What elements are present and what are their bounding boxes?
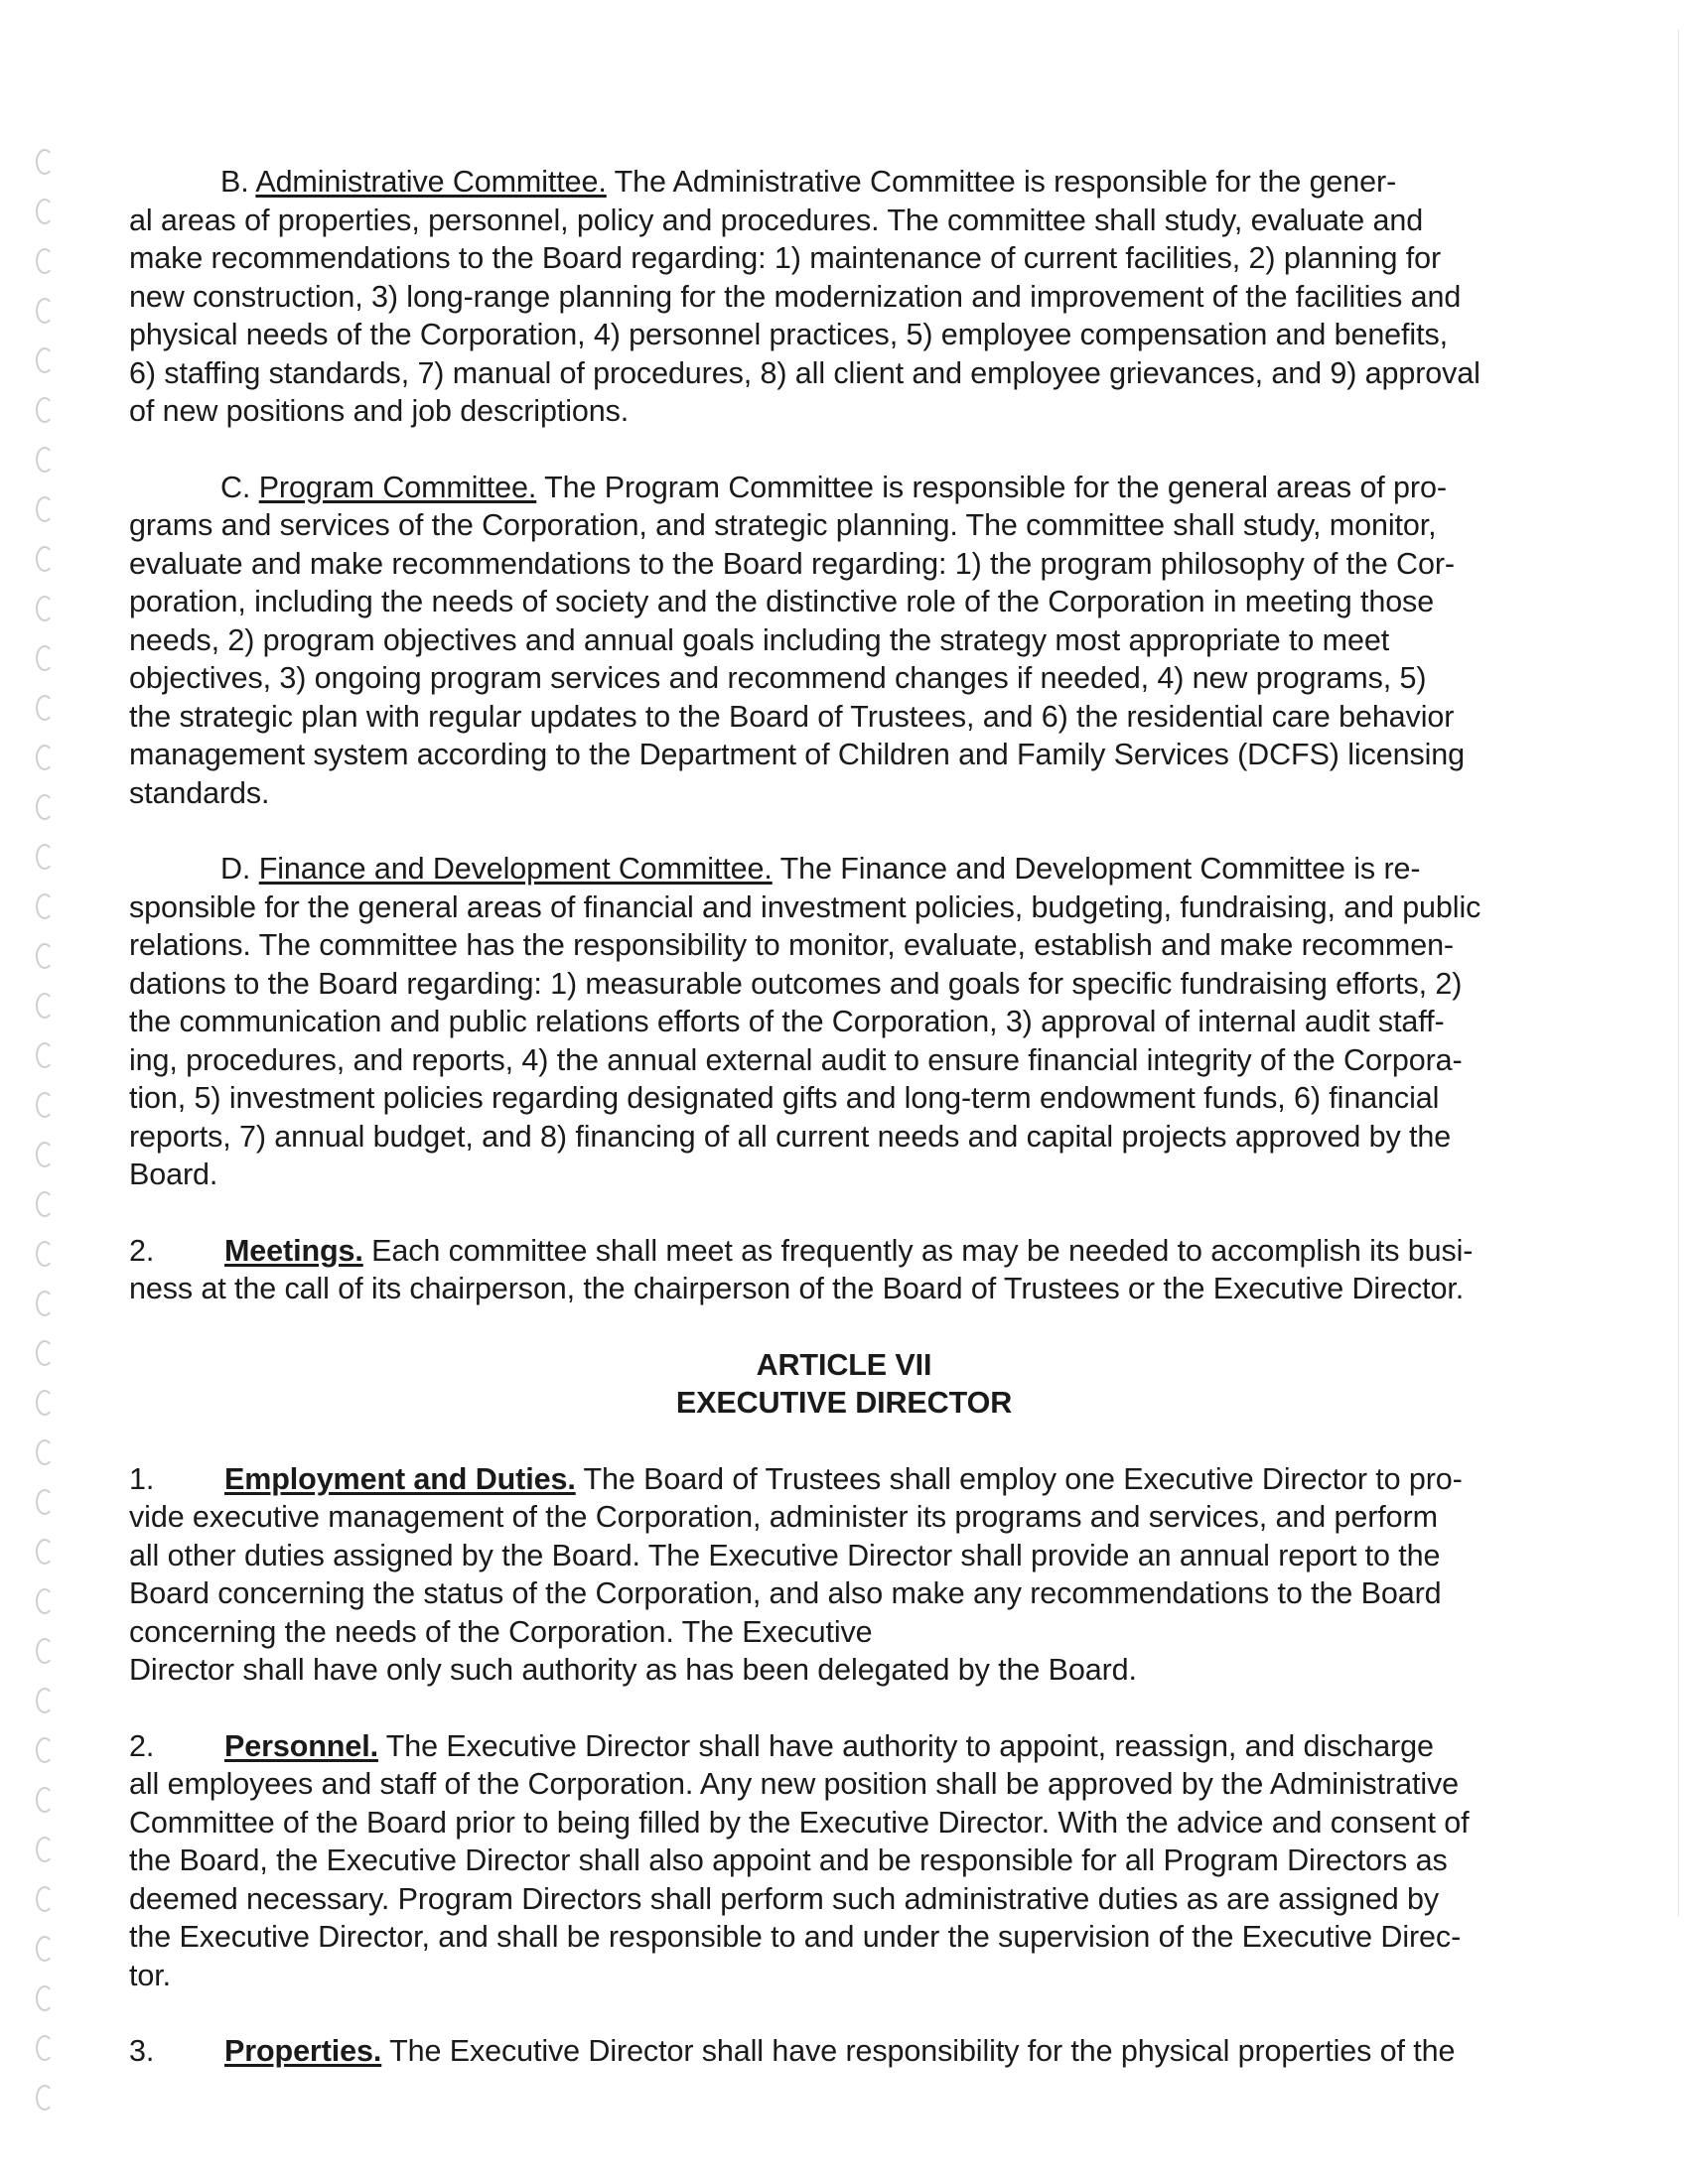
properties-title: Properties. bbox=[224, 2034, 382, 2068]
meetings-paragraph: 2. Meetings. Each committee shall meet as frequently as may be needed to accomplish its busi- ness at the call of its chairperson, the chairperson of the Board of Trustees or the Executive Director. bbox=[129, 1233, 1474, 1305]
binding-hole-mark bbox=[36, 149, 54, 175]
binding-hole-mark bbox=[36, 1886, 54, 1912]
binding-hole-mark bbox=[36, 1837, 54, 1862]
properties-paragraph: 3. Properties. The Executive Director shall have responsibility for the physical properties of the bbox=[129, 2032, 1559, 2071]
binding-hole-mark bbox=[36, 1539, 54, 1565]
binding-hole-mark bbox=[36, 496, 54, 522]
employment-number: 1. bbox=[129, 1461, 155, 1496]
section-b-title: Administrative Committee. bbox=[255, 165, 607, 199]
section-d-paragraph: D. Finance and Development Committee. The Finance and Development Committee is re- sponsible for the general areas of financial and investment policies, budgeting, fundraising, and public relations. The committee has the responsibility to monitor, evaluate, establish and make recommen- dations to the Board regarding: 1) measurable outcomes and goals for specific fundraising efforts, 2) the communication and public relations efforts of the Corporation, 3) approval of internal audit staff- ing, procedures, and reports, 4) the annual external audit to ensure financial integrity of the Corpora- tion, 5) investment policies regarding designated gifts and long-term endowment funds, 6) financial reports, 7) annual budget, and 8) financing of all current needs and capital projects approved by the Board. bbox=[129, 852, 1481, 1191]
article-heading bbox=[129, 1346, 1559, 1423]
binding-hole-mark bbox=[36, 1241, 54, 1267]
binding-hole-mark bbox=[36, 1737, 54, 1763]
document-body bbox=[129, 163, 1559, 2109]
binding-hole-mark bbox=[36, 248, 54, 274]
binding-hole-mark bbox=[36, 199, 54, 224]
section-b-label: B. bbox=[220, 165, 249, 199]
personnel-title: Personnel. bbox=[224, 1728, 378, 1763]
binding-hole-mark bbox=[36, 695, 54, 721]
binding-hole-mark bbox=[36, 1142, 54, 1167]
binding-hole-mark bbox=[36, 1985, 54, 2011]
binding-hole-mark bbox=[36, 1936, 54, 1962]
section-d-title: Finance and Development Committee. bbox=[258, 852, 773, 886]
article-title: EXECUTIVE DIRECTOR bbox=[675, 1386, 1013, 1420]
binding-hole-mark bbox=[36, 1042, 54, 1068]
binding-hole-mark bbox=[36, 347, 54, 373]
meetings-number: 2. bbox=[129, 1233, 155, 1268]
meetings-title: Meetings. bbox=[224, 1233, 363, 1268]
binding-hole-mark bbox=[36, 1688, 54, 1713]
article-number: ARTICLE VII bbox=[756, 1347, 932, 1382]
employment-title: Employment and Duties. bbox=[224, 1461, 576, 1496]
binding-hole-mark bbox=[36, 993, 54, 1019]
properties-number: 3. bbox=[129, 2034, 155, 2068]
binding-hole-mark bbox=[36, 1340, 54, 1366]
binding-hole-mark bbox=[36, 1439, 54, 1465]
binding-hole-mark bbox=[36, 1489, 54, 1515]
binding-hole-mark bbox=[36, 546, 54, 572]
binding-holes bbox=[14, 149, 64, 2164]
binding-hole-mark bbox=[36, 1787, 54, 1813]
binding-hole-mark bbox=[36, 298, 54, 324]
employment-paragraph: 1. Employment and Duties. The Board of Trustees shall employ one Executive Director to pro- vide executive management of the Corporation, administer its programs and services, and perform all other duties assigned by the Board. The Executive Director shall provide an annual report to the Board concerning the status of the Corporation, and also make any recommendations to the Board concerning the needs of the Corporation. The Executive Director shall have only such authority as has been delegated by the Board. bbox=[129, 1461, 1463, 1687]
section-b-paragraph: B. Administrative Committee. The Administrative Committee is responsible for the gener- al areas of properties, personnel, policy and procedures. The committee shall study, evaluate and make recommendations to the Board regarding: 1) maintenance of current facilities, 2) planning for new construction, 3) long-range planning for the modernization and improvement of the facilities and physical needs of the Corporation, 4) personnel practices, 5) employee compensation and benefits, 6) staffing standards, 7) manual of procedures, 8) all client and employee grievances, and 9) approval of new positions and job descriptions. bbox=[129, 165, 1480, 428]
binding-hole-mark bbox=[36, 745, 54, 770]
personnel-number: 2. bbox=[129, 1728, 155, 1763]
section-c-label: C. bbox=[220, 470, 251, 504]
binding-hole-mark bbox=[36, 447, 54, 473]
section-c-paragraph: C. Program Committee. The Program Committee is responsible for the general areas of pro- grams and services of the Corporation, and strategic planning. The committee shall study, monitor, evaluate and make recommendations to the Board regarding: 1) the program philosophy of the Cor- poration, including the needs of society and the distinctive role of the Corporation in meeting those needs, 2) program objectives and annual goals including the strategy most appropriate to meet objectives, 3) ongoing program services and recommend changes if needed, 4) new programs, 5) the strategic plan with regular updates to the Board of Trustees, and 6) the residential care behavior management system according to the Department of Children and Family Services (DCFS) licensing standards. bbox=[129, 470, 1466, 810]
binding-hole-mark bbox=[36, 844, 54, 870]
section-c-title: Program Committee. bbox=[258, 470, 537, 504]
binding-hole-mark bbox=[36, 645, 54, 671]
binding-hole-mark bbox=[36, 397, 54, 423]
scan-edge-line bbox=[1678, 30, 1679, 1916]
binding-hole-mark bbox=[36, 1092, 54, 1118]
binding-hole-mark bbox=[36, 596, 54, 621]
personnel-paragraph: 2. Personnel. The Executive Director shall have authority to appoint, reassign, and discharge all employees and staff of the Corporation. Any new position shall be approved by the Administrative Committee of the Board prior to being filled by the Executive Director. With the advice and consent of the Board, the Executive Director shall also appoint and be responsible for all Program Directors as deemed necessary. Program Directors shall perform such administrative duties as are assigned by the Executive Director, and shall be responsible to and under the supervision of the Executive Direc- tor. bbox=[129, 1728, 1470, 1992]
section-d-label: D. bbox=[220, 852, 251, 886]
binding-hole-mark bbox=[36, 893, 54, 919]
binding-hole-mark bbox=[36, 1191, 54, 1217]
binding-hole-mark bbox=[36, 943, 54, 969]
binding-hole-mark bbox=[36, 1390, 54, 1416]
binding-hole-mark bbox=[36, 1291, 54, 1316]
binding-hole-mark bbox=[36, 2035, 54, 2061]
binding-hole-mark bbox=[36, 2085, 54, 2111]
binding-hole-mark bbox=[36, 794, 54, 820]
binding-hole-mark bbox=[36, 1588, 54, 1614]
binding-hole-mark bbox=[36, 1638, 54, 1664]
